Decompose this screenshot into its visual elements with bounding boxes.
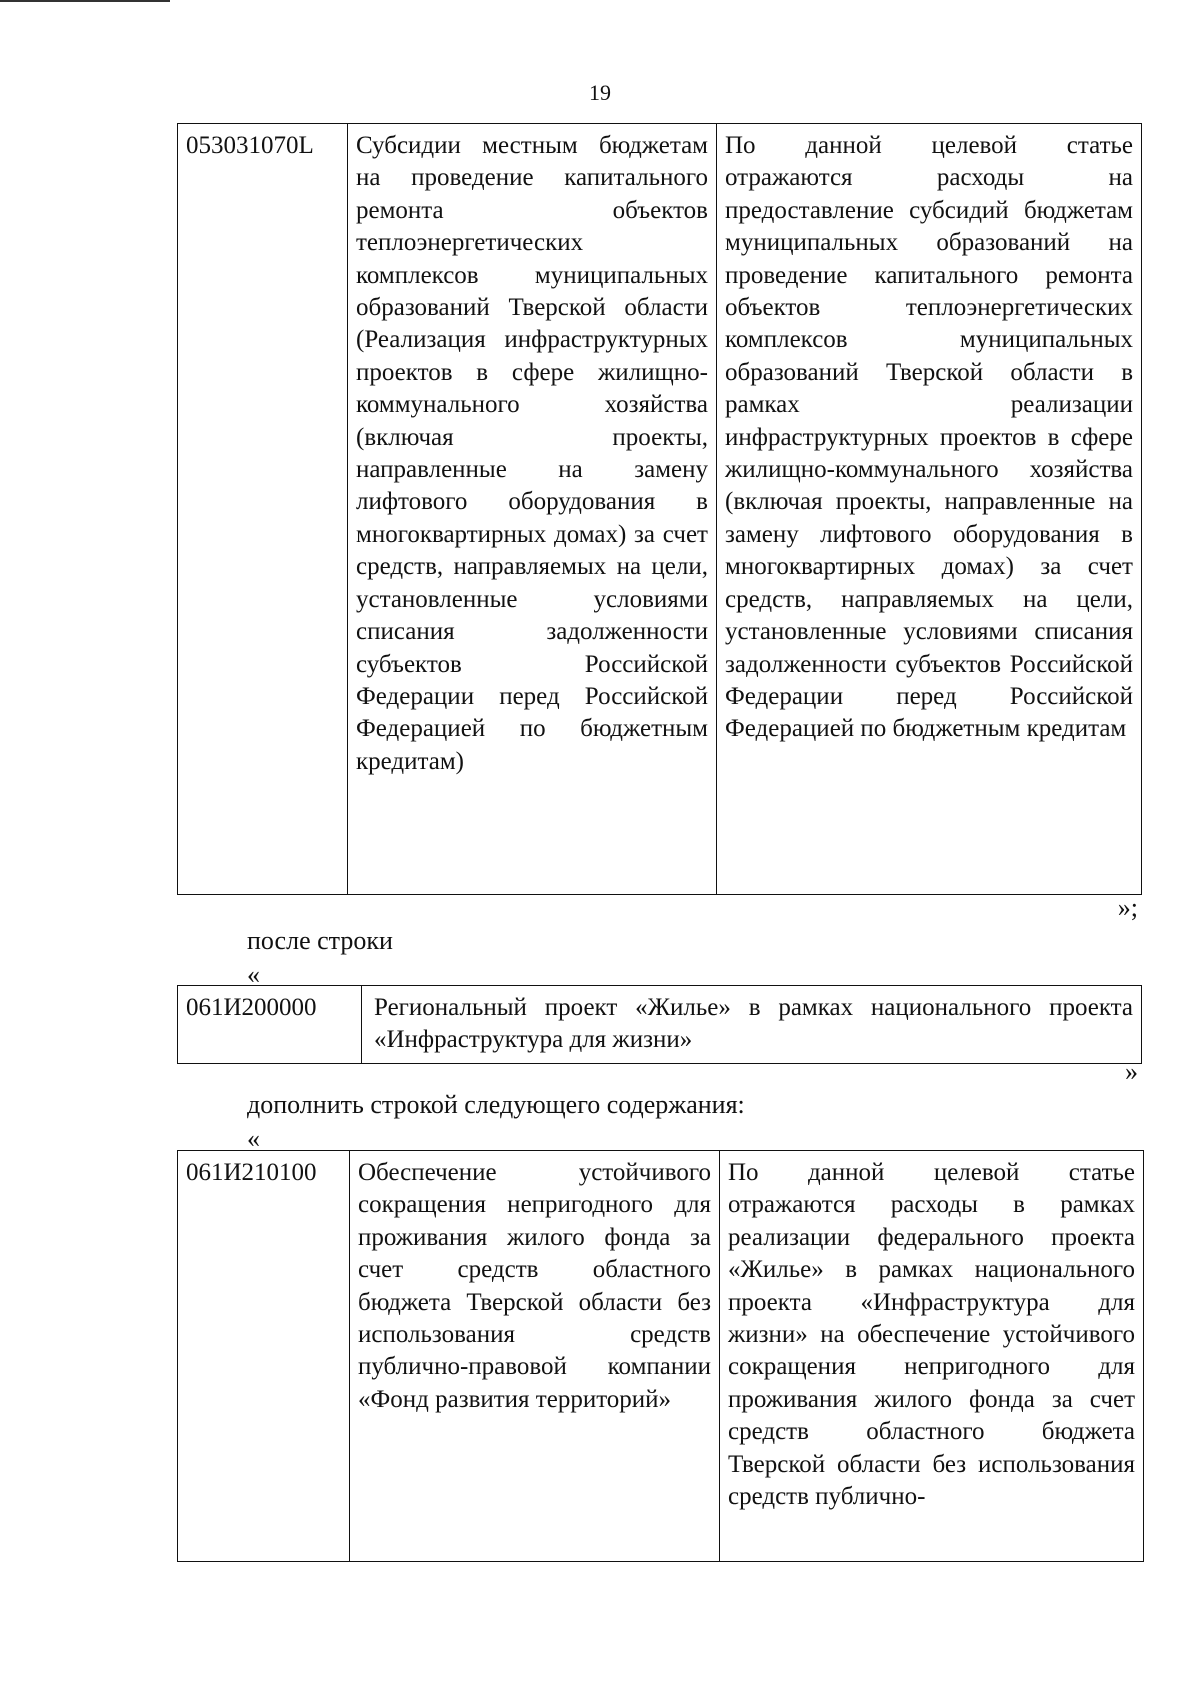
closing-quote: » (1125, 1057, 1138, 1086)
row-code: 061И210100 (178, 1151, 350, 1562)
budget-table-2 (177, 985, 1142, 1064)
table-row (178, 124, 1142, 895)
table-row (178, 986, 1142, 1064)
scan-edge-line (0, 0, 170, 2)
budget-table-1 (177, 123, 1142, 895)
row-description: По данной целевой статье отражаются расходы в рамках реализации федерального проекта «Жилье» в рамках национального проекта «Инфраструктура для жизни» на обеспечение устойчивого сокращения непригодного для проживания жилого фонда за счет средств областного бюджета Тверской области без использования средств публично- (720, 1151, 1144, 1562)
opening-quote: « (247, 960, 260, 989)
row-name: Субсидии местным бюджетам на проведение капитального ремонта объектов теплоэнергетических комплексов муниципальных образований Тверской области (Реализация инфраструктурных проектов в сфере жилищно-коммунального хозяйства (включая проекты, направленные на замену лифтового оборудования в многоквартирных домах) за счет средств, направляемых на цели, установленные условиями списания задолженности субъектов Российской Федерации перед Российской Федерацией по бюджетным кредитам) (348, 124, 717, 895)
add-line-label: дополнить строкой следующего содержания: (247, 1090, 745, 1119)
row-code: 053031070L (178, 124, 348, 895)
row-name: Обеспечение устойчивого сокращения непригодного для проживания жилого фонда за счет средств областного бюджета Тверской области без использования средств публично-правовой компании «Фонд развития территорий» (350, 1151, 720, 1562)
after-line-label: после строки (247, 926, 393, 955)
table-row (178, 1151, 1144, 1562)
budget-table-3 (177, 1150, 1144, 1562)
opening-quote: « (247, 1124, 260, 1153)
row-name: Региональный проект «Жилье» в рамках национального проекта «Инфраструктура для жизни» (362, 986, 1142, 1064)
closing-quote: »; (1117, 893, 1138, 922)
row-code: 061И200000 (178, 986, 362, 1064)
page-number: 19 (589, 80, 611, 105)
row-description: По данной целевой статье отражаются расходы на предоставление субсидий бюджетам муниципальных образований на проведение капитального ремонта объектов теплоэнергетических комплексов муниципальных образований Тверской области в рамках реализации инфраструктурных проектов в сфере жилищно-коммунального хозяйства (включая проекты, направленные на замену лифтового оборудования в многоквартирных домах) за счет средств, направляемых на цели, установленные условиями списания задолженности субъектов Российской Федерации перед Российской Федерацией по бюджетным кредитам (717, 124, 1142, 895)
